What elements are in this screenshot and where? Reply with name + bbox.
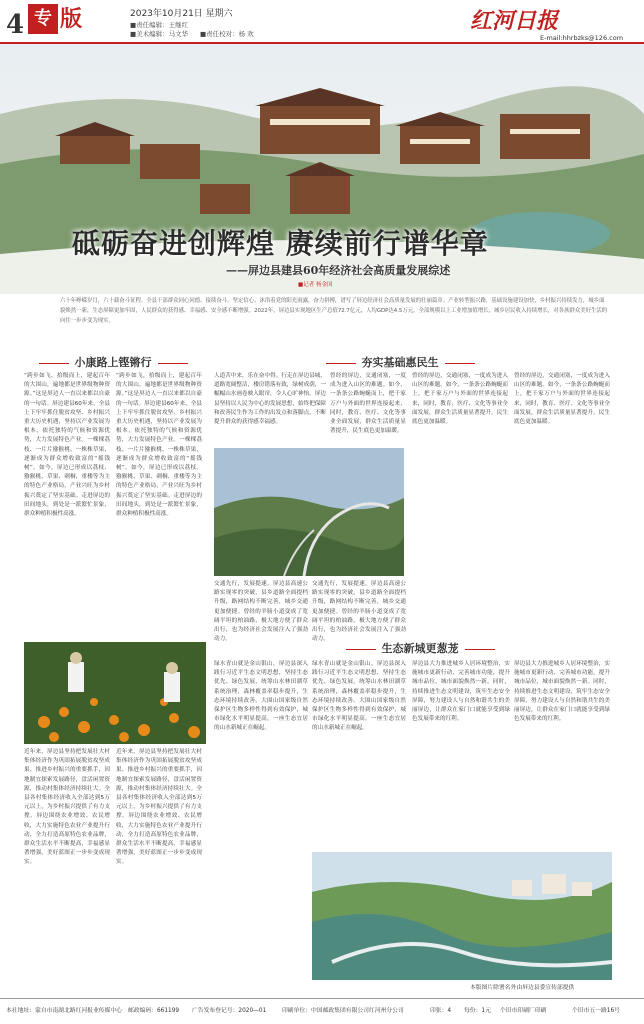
page-footer xyxy=(0,998,644,1024)
headline: 砥砺奋进创辉煌 赓续前行谱华章 xyxy=(72,227,489,260)
footer-sheets: 印张：4 xyxy=(430,1008,452,1014)
footer-print-plant: 个旧市印刷厂印刷 xyxy=(500,1008,547,1014)
left-text-col-4: 近年来，屏边县坚持把发展壮大村集体经济作为巩固拓展脱贫攻坚成果、推进乡村振兴的重要抓手，因地制宜探索发展路径，盘活闲置资源，推动村集体经济持续壮大。全县各村集体经济收入全部达到5万元以上，为乡村振兴提供了有力支撑。屏边围绕农业增效、农民增收，大力实施特色农业产业提升行动，全力打造高原特色农业品牌，群众生活水平不断提高，幸福感显著增强，美好蓝图正一步步变成现实。 xyxy=(116,749,202,866)
bottom-text-col-1: 绿水青山就是金山银山。屏边县深入践行习近平生态文明思想，坚持生态优先、绿色发展，统筹山水林田湖草系统治理，森林覆盖率稳步提升，生态环境持续改善。大围山国家级自然保护区生物多样性得到有效保护，城市绿化水平明显提高，一座生态宜居的山水新城正在崛起。 xyxy=(214,661,308,732)
footer-ad-license: 广告发布登记号：2020—01 xyxy=(192,1008,267,1014)
footer-address: 本社地址：蒙自市南湖北路红河报业传媒中心 xyxy=(6,1008,122,1014)
middle-text-bottom-2: 交通先行，发展提速。屏边县高速公路实现零的突破，县乡道路全面提档升级，路网结构不断完善，城乡交通更加便捷。曾经的羊肠小道变成了宽阔平坦的柏油路，极大地方便了群众出行，也为经济社会发展注入了强劲动力。 xyxy=(312,581,406,643)
left-text-col-2: “跨步如飞，拾级而上，建起百年的大围山，遍地都是世界级物种资源。”这是屏边人一直以来都以自豪的一句话。屏边建县60年来，全县上下牢牢抓住脱贫攻坚、乡村振兴重大历史机遇，坚持以产业发展为根本，依托独特的气候和资源优势，大力发展特色产业。一棵棵荔枝、一片片猕猴桃、一株株草果，逐渐成为群众增收致富的“摇钱树”。如今，屏边已形成以荔枝、猕猴桃、草果、刺桐、重楼等为主的特色产业格局，产业兴旺为乡村振兴奠定了坚实基础。走进屏边的田间地头，到处是一派繁忙景象，群众种植积极性高涨。 xyxy=(116,373,202,518)
middle-text-top: 人道苦中来，乐在奋中得。行走在屏边县城，道路宽阔整洁，楼房错落有致，绿树成荫，一幅幅山水画卷映入眼帘，令人心旷神怡。屏边县坚持以人民为中心的发展思想，始终把保障和改善民生作为工作的出发点和落脚点，不断提升群众的获得感幸福感。 xyxy=(214,373,326,426)
section-badge: 专 xyxy=(28,4,58,34)
intro-paragraph: 六十年峥嵘岁月，六十载奋斗征程。全县干部群众同心同德、接续奋斗，坚定信心、沐浴着党的阳光雨露，奋力拼搏，谱写了屏边经济社会高质量发展的壮丽篇章。产业转型振兴路，基础设施建设加快，乡村振兴持续发力，城乡面貌焕然一新，生态屏障更加牢固，人民群众的获得感、幸福感、安全感不断增强。2022年，屏边县实现地区生产总值72.7亿元，人均GDP达4.5万元，全部规模以上工业增加值增长，城乡居民收入持续增长，对各族群众美好生活的向往一步步变为现实。 xyxy=(60,298,608,324)
right-text-col-1: 曾经的屏边，交通闭塞，一度成为进入山区的难题。如今，一条条公路蜿蜒而上，把千家万户与外面的世界连接起来，同时，教育、医疗、文化等事业全面发展，群众生活质量显著提升，民生底色更加温暖。 xyxy=(412,373,508,426)
right-text-col-2: 曾经的屏边，交通闭塞，一度成为进入山区的难题。如今，一条条公路蜿蜒而上，把千家万户与外面的世界连接起来，同时，教育、医疗、文化等事业全面发展，群众生活质量显著提升，民生底色更加温暖。 xyxy=(514,373,610,426)
footer-price: 每份：1元 xyxy=(464,1008,491,1014)
staff-art: ■美术编辑：马文华 xyxy=(130,30,189,38)
footer-plant-address: 个旧市五一路16号 xyxy=(572,1008,620,1014)
page-header xyxy=(0,0,644,44)
contact-email: E-mail:hhrbzks@126.com xyxy=(540,34,624,42)
section-title-bottom: 生态新城更葱茏 xyxy=(300,640,540,656)
staff-proof: ■责任校对：杨 欢 xyxy=(200,30,254,38)
left-text-col-3: 近年来，屏边县坚持把发展壮大村集体经济作为巩固拓展脱贫攻坚成果、推进乡村振兴的重要抓手，因地制宜探索发展路径，盘活闲置资源，推动村集体经济持续壮大。全县各村集体经济收入全部达到5万元以上，为乡村振兴提供了有力支撑。屏边围绕农业增效、农民增收，大力实施特色农业产业提升行动，全力打造高原特色农业品牌，群众生活水平不断提高，幸福感显著增强，美好蓝图正一步步变成现实。 xyxy=(24,749,110,866)
bottom-text-col-4: 屏边县大力推进城乡人居环境整治，实施城市更新行动，完善城市功能，提升城市品位，城市面貌焕然一新。同时，持续推进生态文明建设，筑牢生态安全屏障，努力建设人与自然和谐共生的美丽屏边，让群众在家门口就能享受到绿色发展带来的红利。 xyxy=(514,661,610,723)
photo-flower-field xyxy=(24,642,206,744)
masthead-logo: 红河日报 xyxy=(470,8,559,34)
page-number: 4 xyxy=(6,10,25,40)
photo-credit: 本版图片除署名外由屏边县委宣传部提供 xyxy=(470,985,575,991)
photo-river-city xyxy=(312,852,612,980)
section-title-left: 小康路上铿锵行 xyxy=(20,354,206,370)
issue-date: 2023年10月21日 星期六 xyxy=(130,9,233,19)
middle-text-bottom-1: 交通先行，发展提速。屏边县高速公路实现零的突破，县乡道路全面提档升级，路网结构不断完善，城乡交通更加便捷。曾经的羊肠小道变成了宽阔平坦的柏油路，极大地方便了群众出行，也为经济社会发展注入了强劲动力。 xyxy=(214,581,308,643)
section-title: 版 xyxy=(60,6,87,32)
footer-printer: 印刷单位：中国邮政集团有限公司红河州分公司 xyxy=(282,1008,404,1014)
staff-editor: ■责任编辑：王继红 xyxy=(130,21,189,29)
subheadline: ——屏边县建县60年经济社会高质量发展综述 xyxy=(226,264,451,277)
footer-postcode: 邮政编码：661199 xyxy=(128,1008,180,1014)
section-title-middle: 夯实基础惠民生 xyxy=(300,354,500,370)
byline: ■记者 杨金国 xyxy=(298,282,333,288)
middle-text-side: 曾经的屏边，交通闭塞，一度成为进入山区的难题。如今，一条条公路蜿蜒而上，把千家万户与外面的世界连接起来，同时，教育、医疗、文化等事业全面发展，群众生活质量显著提升，民生底色更加温暖。 xyxy=(330,373,406,435)
bottom-text-col-3: 屏边县大力推进城乡人居环境整治，实施城市更新行动，完善城市功能，提升城市品位，城市面貌焕然一新。同时，持续推进生态文明建设，筑牢生态安全屏障，努力建设人与自然和谐共生的美丽屏边，让群众在家门口就能享受到绿色发展带来的红利。 xyxy=(412,661,510,723)
left-text-col-1: “跨步如飞，拾级而上，建起百年的大围山，遍地都是世界级物种资源。”这是屏边人一直以来都以自豪的一句话。屏边建县60年来，全县上下牢牢抓住脱贫攻坚、乡村振兴重大历史机遇，坚持以产业发展为根本，依托独特的气候和资源优势，大力发展特色产业。一棵棵荔枝、一片片猕猴桃、一株株草果，逐渐成为群众增收致富的“摇钱树”。如今，屏边已形成以荔枝、猕猴桃、草果、刺桐、重楼等为主的特色产业格局，产业兴旺为乡村振兴奠定了坚实基础。走进屏边的田间地头，到处是一派繁忙景象，群众种植积极性高涨。 xyxy=(24,373,110,518)
bottom-text-col-2: 绿水青山就是金山银山。屏边县深入践行习近平生态文明思想，坚持生态优先、绿色发展，统筹山水林田湖草系统治理，森林覆盖率稳步提升，生态环境持续改善。大围山国家级自然保护区生物多样性得到有效保护，城市绿化水平明显提高，一座生态宜居的山水新城正在崛起。 xyxy=(312,661,406,732)
photo-highway-bridge xyxy=(214,448,404,576)
